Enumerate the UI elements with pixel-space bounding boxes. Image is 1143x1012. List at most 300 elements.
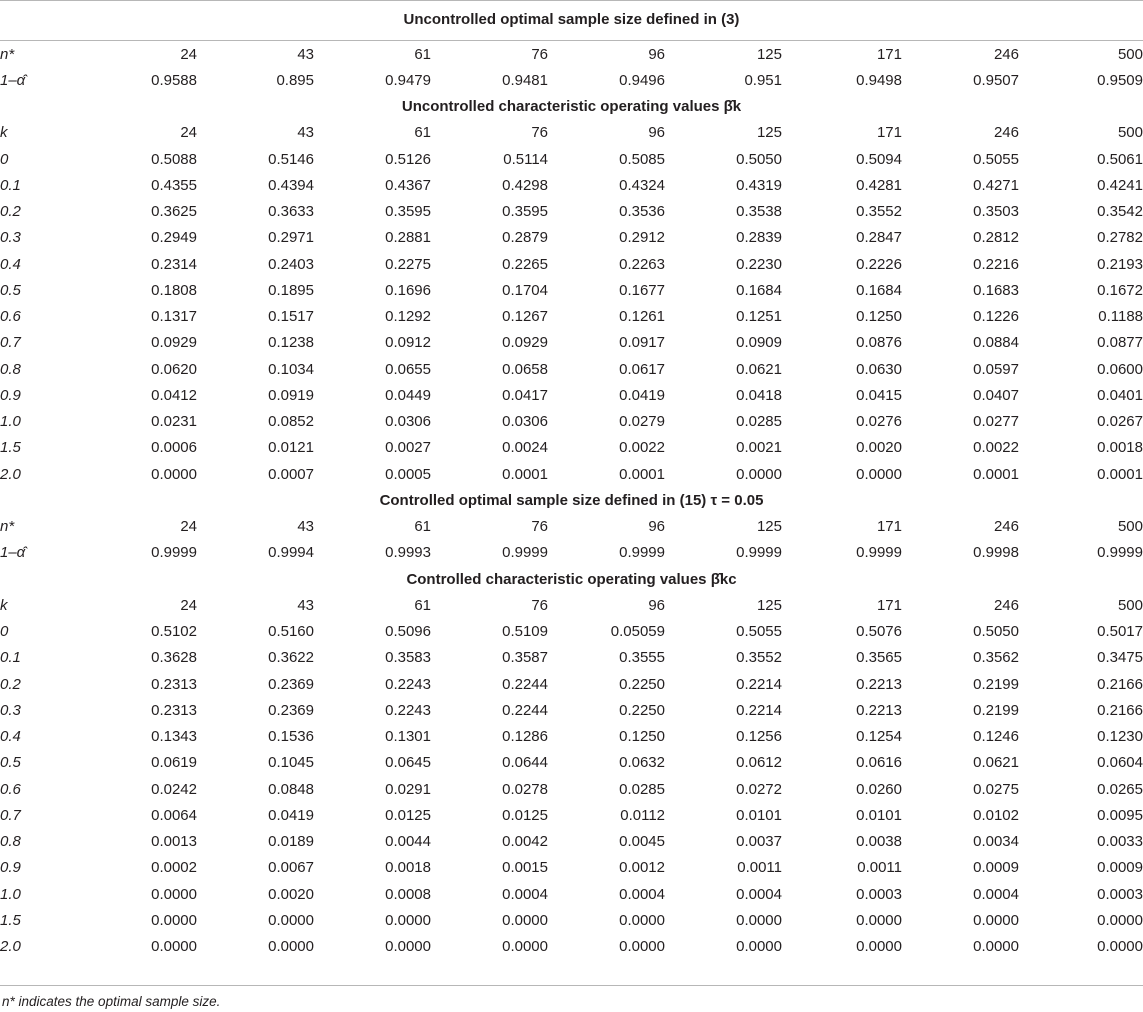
table-cell: 0.5017 [1097,623,1143,641]
table-cell: 0.1034 [268,360,314,378]
table-cell: 0.0000 [268,911,314,929]
table-cell: 0.4394 [268,176,314,194]
footnote: n* indicates the optimal sample size. [2,994,221,1009]
table-cell: 76 [531,124,548,142]
table-cell: 0.0616 [856,754,902,772]
table-cell: 0.2213 [856,701,902,719]
table-cell: 0.0407 [973,386,1019,404]
table-cell: 125 [756,596,782,614]
table-cell: 0.0018 [1097,439,1143,457]
table-cell: 0.2230 [736,255,782,273]
table-cell: 61 [414,124,431,142]
section-heading: Controlled characteristic operating values β̂kc [406,570,737,588]
table-cell: 0.0037 [736,833,782,851]
row-label: 0.5 [0,754,21,772]
table-cell: 0.1238 [268,334,314,352]
table-cell: 0.0064 [151,806,197,824]
table-cell: 0.0044 [385,833,431,851]
table-cell: 0.0008 [385,885,431,903]
table-cell: 0.0000 [385,911,431,929]
table-cell: 0.0000 [856,938,902,956]
table-cell: 0.0000 [151,911,197,929]
table-row [0,592,1143,618]
table-cell: 0.0917 [619,334,665,352]
top-rule [0,0,1143,1]
table-cell: 0.9509 [1097,71,1143,89]
row-label: 0.5 [0,281,21,299]
table-cell: 0.0909 [736,334,782,352]
table-cell: 0.0658 [502,360,548,378]
table-cell: 0.2847 [856,229,902,247]
table-cell: 0.2912 [619,229,665,247]
table-cell: 0.4355 [151,176,197,194]
table-cell: 0.2265 [502,255,548,273]
table-cell: 0.1343 [151,728,197,746]
table-cell: 0.0612 [736,754,782,772]
table-cell: 0.3583 [385,649,431,667]
table-cell: 0.1517 [268,308,314,326]
table-cell: 0.3587 [502,649,548,667]
table-row [0,776,1143,802]
table-cell: 0.2250 [619,701,665,719]
table-cell: 0.0004 [619,885,665,903]
row-label: 1.5 [0,911,21,929]
table-cell: 0.0000 [973,911,1019,929]
table-cell: 0.4241 [1097,176,1143,194]
row-label: k [0,124,8,142]
table-row [0,146,1143,172]
table-cell: 0.1267 [502,308,548,326]
table-cell: 0.0620 [151,360,197,378]
table-cell: 0.2243 [385,675,431,693]
table-row [0,645,1143,671]
table-cell: 0.0912 [385,334,431,352]
table-cell: 0.1045 [268,754,314,772]
row-label: k [0,596,8,614]
table-cell: 171 [876,124,902,142]
table-cell: 0.0013 [151,833,197,851]
table-cell: 0.2250 [619,675,665,693]
table-cell: 0.0276 [856,413,902,431]
table-cell: 0.9498 [856,71,902,89]
table-cell: 0.0012 [619,859,665,877]
table-cell: 0.9479 [385,71,431,89]
table-cell: 0.1230 [1097,728,1143,746]
table-cell: 0.0042 [502,833,548,851]
table-cell: 0.9999 [1097,544,1143,562]
table-cell: 76 [531,596,548,614]
section-heading: Uncontrolled characteristic operating values β̂k [401,98,742,116]
table-cell: 0.0884 [973,334,1019,352]
table-cell: 0.2782 [1097,229,1143,247]
table-cell: 0.2199 [973,701,1019,719]
table-cell: 0.951 [744,71,782,89]
section-heading-row [0,94,1143,120]
table-cell: 24 [180,124,197,142]
row-label: 0.1 [0,649,21,667]
table-cell: 0.05059 [610,623,665,641]
table-cell: 0.0632 [619,754,665,772]
table-cell: 0.0417 [502,386,548,404]
row-label: 2.0 [0,465,21,483]
table-cell: 0.0020 [268,885,314,903]
table-cell: 0.5102 [151,623,197,641]
table-cell: 0.9999 [151,544,197,562]
table-cell: 0.0412 [151,386,197,404]
table-cell: 0.0000 [502,938,548,956]
table-cell: 0.4281 [856,176,902,194]
row-label: 0.9 [0,386,21,404]
table-cell: 0.5094 [856,150,902,168]
table-cell: 96 [648,518,665,536]
row-label: 0.2 [0,203,21,221]
table-cell: 0.0002 [151,859,197,877]
table-cell: 0.5160 [268,623,314,641]
table-cell: 0.0619 [151,754,197,772]
table-cell: 0.3595 [502,203,548,221]
table-cell: 0.4324 [619,176,665,194]
table-cell: 0.0449 [385,386,431,404]
table-cell: 0.0630 [856,360,902,378]
table-cell: 0.5114 [503,150,548,168]
table-cell: 0.3622 [268,649,314,667]
table-cell: 0.0004 [502,885,548,903]
table-cell: 0.0033 [1097,833,1143,851]
table-cell: 0.2193 [1097,255,1143,273]
table-cell: 0.5126 [385,150,431,168]
table-cell: 0.1684 [736,281,782,299]
table-cell: 0.2216 [973,255,1019,273]
table-row [0,382,1143,408]
table-cell: 0.0306 [502,413,548,431]
table-cell: 0.1301 [385,728,431,746]
table-cell: 0.1261 [619,308,665,326]
table-cell: 96 [648,124,665,142]
table-cell: 0.9999 [736,544,782,562]
table-cell: 0.0617 [619,360,665,378]
table-cell: 0.0011 [857,859,902,877]
table-cell: 0.0929 [502,334,548,352]
table-title: Uncontrolled optimal sample size defined in (3) [403,11,740,28]
table-cell: 0.9507 [973,71,1019,89]
table-cell: 0.0278 [502,780,548,798]
table-cell: 500 [1117,124,1143,142]
row-label: 0.4 [0,255,21,273]
table-cell: 0.0125 [502,806,548,824]
table-cell: 0.0000 [151,938,197,956]
table-cell: 0.3628 [151,649,197,667]
table-cell: 0.0401 [1097,386,1143,404]
table-cell: 0.0291 [385,780,431,798]
section-heading: Controlled optimal sample size defined in (15) τ = 0.05 [379,491,764,509]
table-cell: 171 [876,518,902,536]
table-cell: 0.0112 [620,806,665,824]
section-heading-row [0,566,1143,592]
table-row [0,724,1143,750]
table-cell: 0.3555 [619,649,665,667]
table-cell: 96 [648,596,665,614]
table-cell: 0.0038 [856,833,902,851]
table-cell: 24 [180,518,197,536]
table-cell: 125 [756,124,782,142]
table-cell: 0.0415 [856,386,902,404]
table-row [0,461,1143,487]
table-cell: 0.0011 [737,859,782,877]
table-cell: 0.2263 [619,255,665,273]
row-label: 0.9 [0,859,21,877]
table-cell: 0.9999 [619,544,665,562]
table-cell: 0.2879 [502,229,548,247]
table-cell: 0.0000 [736,911,782,929]
table-cell: 0.9998 [973,544,1019,562]
table-cell: 0.0000 [151,465,197,483]
table-cell: 0.0125 [385,806,431,824]
table-cell: 0.0001 [1097,465,1143,483]
table-cell: 0.0419 [619,386,665,404]
table-cell: 0.5055 [736,623,782,641]
table-cell: 0.1246 [973,728,1019,746]
table-cell: 125 [756,518,782,536]
table-cell: 0.5088 [151,150,197,168]
table-cell: 0.3542 [1097,203,1143,221]
table-cell: 0.5085 [619,150,665,168]
table-cell: 0.3562 [973,649,1019,667]
table-cell: 76 [531,45,548,63]
table-cell: 0.1536 [268,728,314,746]
table-cell: 0.9496 [619,71,665,89]
table-cell: 0.0006 [151,439,197,457]
table-cell: 0.1696 [385,281,431,299]
table-cell: 0.4271 [973,176,1019,194]
table-cell: 43 [297,596,314,614]
table-cell: 0.1672 [1097,281,1143,299]
bottom-rule [0,985,1143,986]
table-cell: 0.0021 [736,439,782,457]
table-cell: 43 [297,518,314,536]
table-cell: 0.1250 [856,308,902,326]
table-cell: 0.3552 [856,203,902,221]
table-cell: 0.3565 [856,649,902,667]
table-row [0,750,1143,776]
table-row [0,120,1143,146]
table-row [0,907,1143,933]
table-cell: 500 [1117,596,1143,614]
table-cell: 0.1254 [856,728,902,746]
table-cell: 0.1317 [151,308,197,326]
table-cell: 0.2214 [736,675,782,693]
table-cell: 0.9999 [856,544,902,562]
table-cell: 0.0644 [502,754,548,772]
table-cell: 0.1677 [619,281,665,299]
table-cell: 0.5050 [736,150,782,168]
table-cell: 0.0001 [973,465,1019,483]
row-label: n* [0,518,15,536]
table-cell: 0.1808 [151,281,197,299]
table-cell: 24 [180,596,197,614]
table-cell: 0.2166 [1097,701,1143,719]
table-cell: 0.3595 [385,203,431,221]
table-cell: 0.5050 [973,623,1019,641]
table-row [0,540,1143,566]
table-cell: 0.2313 [151,675,197,693]
table-cell: 0.0001 [619,465,665,483]
table-cell: 0.0277 [973,413,1019,431]
table-cell: 0.0095 [1097,806,1143,824]
table-cell: 0.2166 [1097,675,1143,693]
table-cell: 0.0600 [1097,360,1143,378]
row-label: 0.8 [0,360,21,378]
table-row [0,802,1143,828]
table-cell: 0.4319 [736,176,782,194]
table-row [0,304,1143,330]
table-cell: 0.5096 [385,623,431,641]
table-cell: 0.9588 [151,71,197,89]
table-cell: 0.0121 [268,439,314,457]
table-cell: 0.0272 [736,780,782,798]
table-cell: 0.0000 [151,885,197,903]
table-row [0,435,1143,461]
table-cell: 0.3503 [973,203,1019,221]
table-cell: 0.1250 [619,728,665,746]
row-label: 0.6 [0,780,21,798]
table-row [0,251,1143,277]
table-cell: 0.3536 [619,203,665,221]
table-cell: 0.0260 [856,780,902,798]
row-label: 0 [0,150,9,168]
table-cell: 0.0877 [1097,334,1143,352]
table-cell: 0.0267 [1097,413,1143,431]
table-cell: 0.0000 [856,465,902,483]
table-cell: 0.0285 [736,413,782,431]
table-cell: 0.0265 [1097,780,1143,798]
table-cell: 0.0015 [502,859,548,877]
table-cell: 0.2812 [973,229,1019,247]
table-cell: 43 [297,45,314,63]
table-cell: 246 [993,518,1019,536]
table-cell: 0.0024 [502,439,548,457]
row-label: 0.7 [0,334,21,352]
row-label: 1.0 [0,413,21,431]
table-cell: 500 [1117,45,1143,63]
table-cell: 0.0004 [973,885,1019,903]
table-cell: 0.0597 [973,360,1019,378]
table-cell: 0.2403 [268,255,314,273]
table-cell: 0.5146 [268,150,314,168]
table-cell: 0.0000 [502,911,548,929]
table-cell: 0.0189 [268,833,314,851]
row-label: 0.3 [0,229,21,247]
table-cell: 0.0000 [1097,911,1143,929]
table-cell: 0.0045 [619,833,665,851]
table-cell: 246 [993,124,1019,142]
table-cell: 61 [414,45,431,63]
table-cell: 0.0101 [736,806,782,824]
table-cell: 0.3475 [1097,649,1143,667]
table-cell: 0.1251 [736,308,782,326]
table-cell: 96 [648,45,665,63]
table-cell: 0.2199 [973,675,1019,693]
table-row [0,67,1143,93]
table-cell: 171 [876,596,902,614]
table-row [0,277,1143,303]
table-cell: 0.0004 [736,885,782,903]
table-row [0,172,1143,198]
table-cell: 0.1684 [856,281,902,299]
table-cell: 0.0000 [973,938,1019,956]
table-cell: 0.0645 [385,754,431,772]
table-cell: 0.0279 [619,413,665,431]
table-cell: 0.1226 [973,308,1019,326]
table-cell: 0.0003 [1097,885,1143,903]
table-row [0,330,1143,356]
row-label: 1–α̂ [0,71,26,89]
row-label: 0.4 [0,728,21,746]
table-cell: 0.2881 [385,229,431,247]
table-row [0,697,1143,723]
table-cell: 0.0009 [1097,859,1143,877]
table-cell: 43 [297,124,314,142]
table-cell: 0.0000 [619,938,665,956]
table-cell: 0.1683 [973,281,1019,299]
table-cell: 0.0018 [385,859,431,877]
table-cell: 0.4298 [502,176,548,194]
table-row [0,514,1143,540]
table-cell: 0.0876 [856,334,902,352]
table-cell: 0.0242 [151,780,197,798]
table-cell: 0.3538 [736,203,782,221]
table-row [0,829,1143,855]
row-label: 1.0 [0,885,21,903]
table-row [0,225,1143,251]
table-cell: 0.0621 [736,360,782,378]
table-cell: 0.0101 [856,806,902,824]
table-cell: 0.1188 [1098,308,1143,326]
table-cell: 0.0005 [385,465,431,483]
table-cell: 0.4367 [385,176,431,194]
table-cell: 76 [531,518,548,536]
table-cell: 0.0022 [973,439,1019,457]
table-cell: 0.2243 [385,701,431,719]
row-label: 0 [0,623,9,641]
table-cell: 0.0001 [502,465,548,483]
section-heading-row [0,487,1143,513]
table-cell: 0.0604 [1097,754,1143,772]
table-cell: 0.0020 [856,439,902,457]
table-cell: 0.2314 [151,255,197,273]
table-cell: 0.9481 [502,71,548,89]
table-row [0,41,1143,67]
table-row [0,409,1143,435]
table-cell: 0.0000 [1097,938,1143,956]
table-cell: 0.0009 [973,859,1019,877]
row-label: 2.0 [0,938,21,956]
table-cell: 0.0007 [268,465,314,483]
table-cell: 0.2369 [268,675,314,693]
table-cell: 500 [1117,518,1143,536]
table-cell: 0.9999 [502,544,548,562]
table-cell: 0.1256 [736,728,782,746]
table-cell: 0.2214 [736,701,782,719]
table-cell: 0.0621 [973,754,1019,772]
table-cell: 0.2244 [502,701,548,719]
table-cell: 125 [756,45,782,63]
table-cell: 0.2213 [856,675,902,693]
table-cell: 0.0000 [736,938,782,956]
table-cell: 0.0655 [385,360,431,378]
table-cell: 0.5061 [1097,150,1143,168]
table-cell: 0.1292 [385,308,431,326]
table-cell: 0.2949 [151,229,197,247]
